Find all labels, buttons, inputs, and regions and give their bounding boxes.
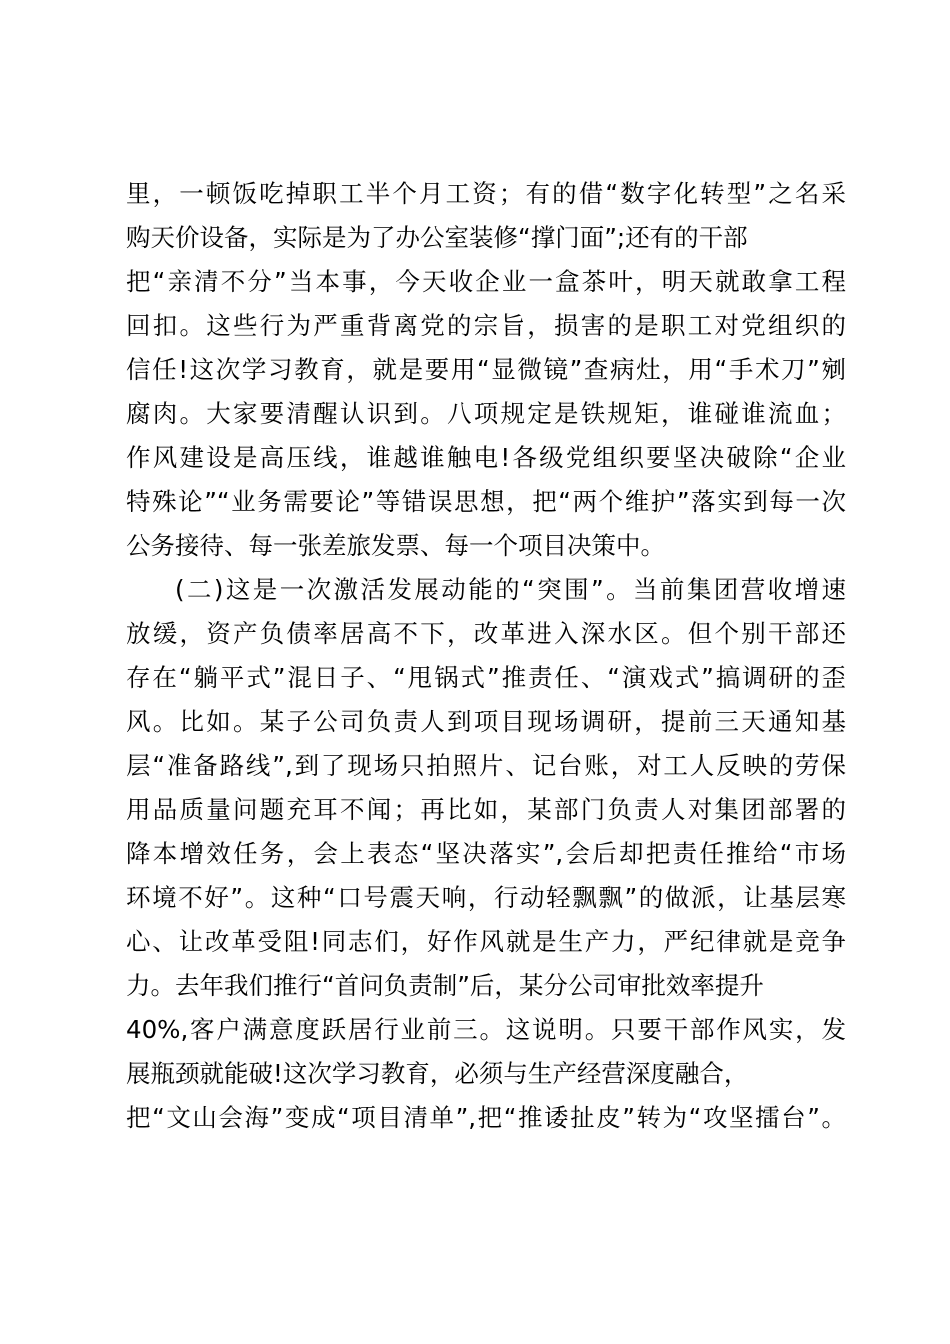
text-line-17: 环境不好”。这种“口号震天响，行动轻飘飘”的做派，让基层寒 [126, 883, 846, 912]
paragraph-2-first-line: (二)这是一次激活发展动能的“突围”。当前集团营收增速 [175, 575, 846, 604]
text-line-14: 层“准备路线”,到了现场只拍照片、记台账，对工人反映的劳保 [126, 751, 846, 780]
text-line-5: 信任!这次学习教育，就是要用“显微镜”查病灶，用“手术刀”剜 [126, 355, 846, 384]
text-line-7: 作风建设是高压线，谁越谁触电!各级党组织要坚决破除“企业 [126, 443, 846, 472]
text-line-1: 里，一顿饭吃掉职工半个月工资；有的借“数字化转型”之名采 [126, 179, 846, 208]
text-line-16: 降本增效任务，会上表态“坚决落实”,会后却把责任推给“市场 [126, 839, 846, 868]
text-line-20: 40%,客户满意度跃居行业前三。这说明。只要干部作风实，发 [126, 1015, 846, 1044]
text-line-9: 公务接待、每一张差旅发票、每一个项目决策中。 [126, 531, 665, 560]
text-line-21: 展瓶颈就能破!这次学习教育，必须与生产经营深度融合， [126, 1059, 749, 1088]
text-line-19: 力。去年我们推行“首问负责制”后，某分公司审批效率提升 [126, 971, 764, 1000]
text-line-3: 把“亲清不分”当本事，今天收企业一盒茶叶，明天就敢拿工程 [126, 267, 846, 296]
text-line-11: 放缓，资产负债率居高不下，改革进入深水区。但个别干部还 [126, 619, 846, 648]
document-body [126, 172, 846, 1140]
text-line-4: 回扣。这些行为严重背离党的宗旨，损害的是职工对党组织的 [126, 311, 846, 340]
text-line-2: 购天价设备，实际是为了办公室装修“撑门面”;还有的干部 [126, 223, 748, 252]
text-line-15: 用品质量问题充耳不闻；再比如，某部门负责人对集团部署的 [126, 795, 846, 824]
text-line-8: 特殊论”“业务需要论”等错误思想，把“两个维护”落实到每一次 [126, 487, 846, 516]
text-line-6: 腐肉。大家要清醒认识到。八项规定是铁规矩，谁碰谁流血； [126, 399, 846, 428]
text-line-12: 存在“躺平式”混日子、“甩锅式”推责任、“演戏式”搞调研的歪 [126, 663, 846, 692]
text-line-18: 心、让改革受阻!同志们，好作风就是生产力，严纪律就是竞争 [126, 927, 846, 956]
text-line-13: 风。比如。某子公司负责人到项目现场调研，提前三天通知基 [126, 707, 846, 736]
text-line-22: 把“文山会海”变成“项目清单”,把“推诿扯皮”转为“攻坚擂台”。 [126, 1103, 846, 1132]
